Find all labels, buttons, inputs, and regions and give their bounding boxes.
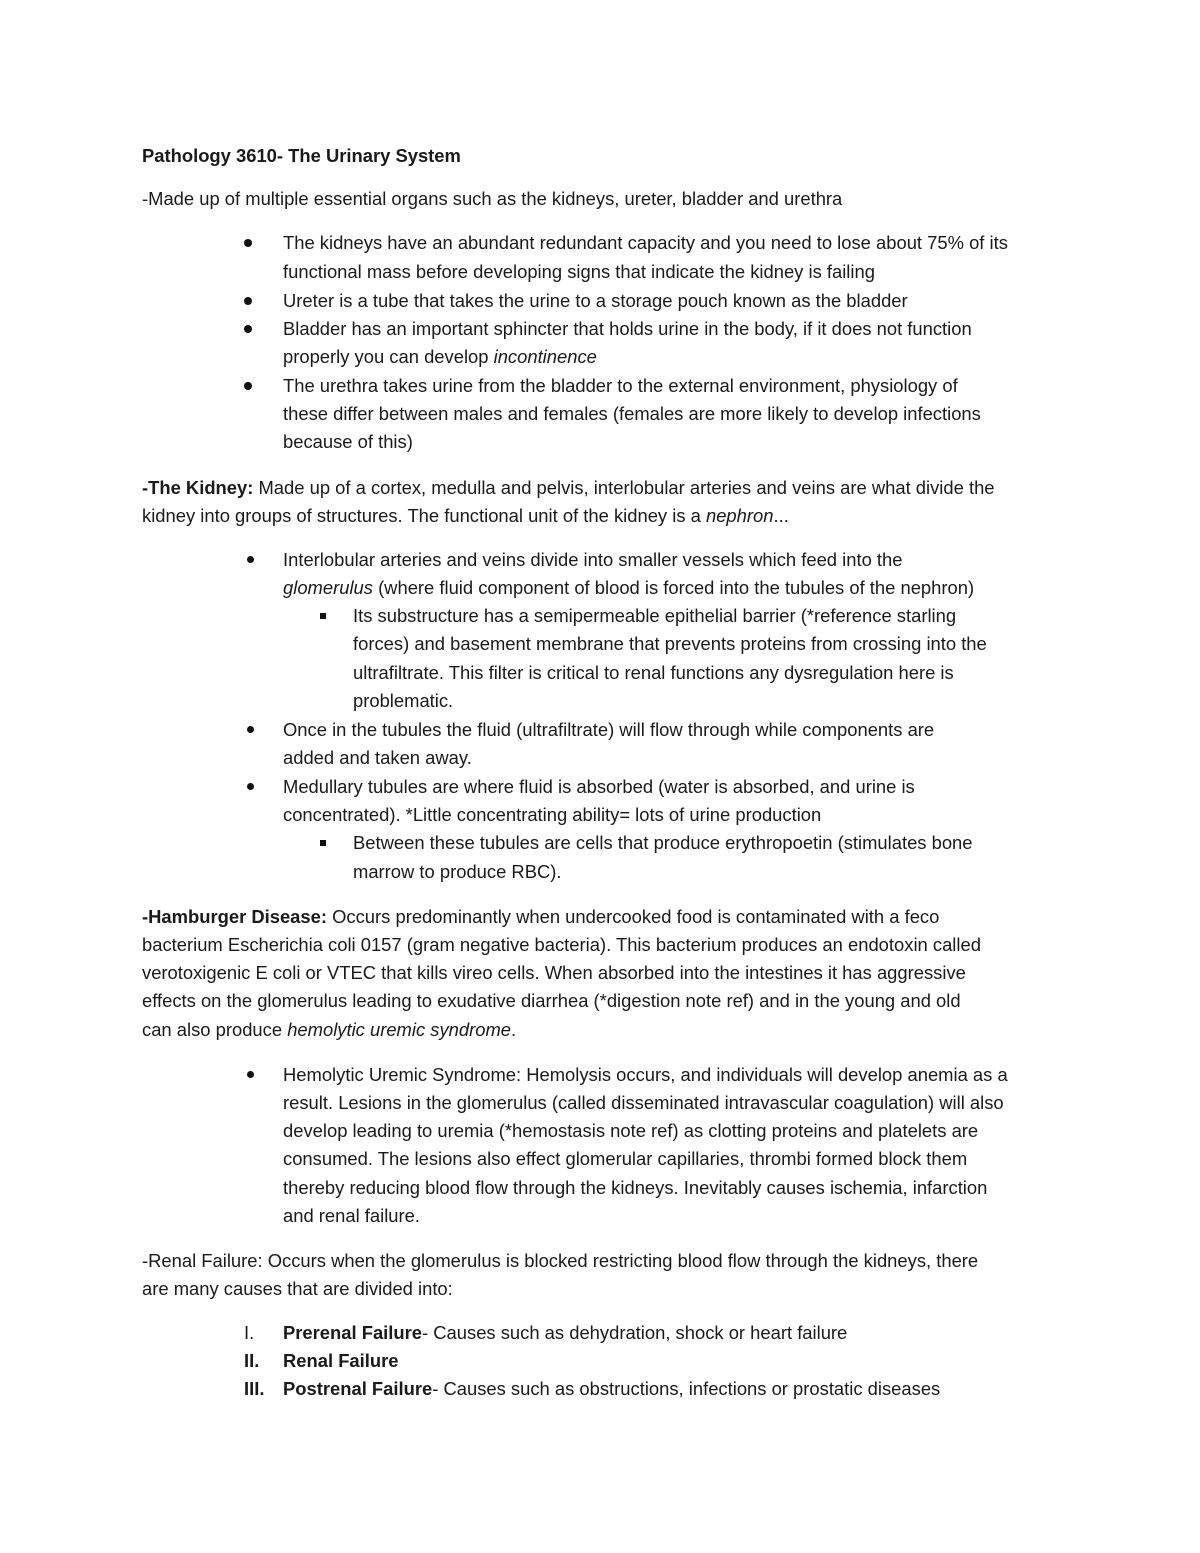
italic-term: nephron (705, 505, 774, 526)
list-item: Hemolytic Uremic Syndrome: Hemolysis occurs, and individuals will develop anemia as a (283, 1064, 1008, 1085)
sub-list-item: ultrafiltrate. This filter is critical to renal functions any dysregulation here is (353, 662, 954, 683)
square-bullet-icon (320, 840, 326, 846)
sub-list-item: Between these tubules are cells that produce erythropoetin (stimulates bone (353, 832, 973, 853)
list-item: Interlobular arteries and veins divide into smaller vessels which feed into the (283, 549, 903, 570)
bullet-icon (244, 382, 252, 390)
kidney-paragraph: kidney into groups of structures. The functional unit of the kidney is a nephron... (142, 505, 789, 526)
renal-paragraph: -Renal Failure: Occurs when the glomerulus is blocked restricting blood flow through the kidneys, there (142, 1250, 979, 1271)
bullet-icon (247, 1071, 254, 1078)
section-label: -The Kidney: (142, 477, 254, 498)
intro-paragraph: -Made up of multiple essential organs such as the kidneys, ureter, bladder and urethra (142, 188, 843, 209)
section-label: -Hamburger Disease: (142, 906, 327, 927)
bullet-icon (247, 726, 254, 733)
hamburger-paragraph: bacterium Escherichia coli 0157 (gram negative bacteria). This bacterium produces an endotoxin called (142, 934, 981, 955)
list-item: result. Lesions in the glomerulus (called disseminated intravascular coagulation) will also (283, 1092, 1004, 1113)
italic-term: glomerulus (283, 577, 373, 598)
bullet-icon (244, 325, 252, 333)
renal-paragraph: are many causes that are divided into: (142, 1278, 453, 1299)
sub-list-item: problematic. (353, 690, 454, 711)
italic-term: hemolytic uremic syndrome (287, 1019, 512, 1040)
square-bullet-icon (320, 613, 326, 619)
sub-list-item: Its substructure has a semipermeable epithelial barrier (*reference starling (353, 605, 957, 626)
list-item: The urethra takes urine from the bladder to the external environment, physiology of (283, 375, 958, 396)
list-item: functional mass before developing signs that indicate the kidney is failing (283, 261, 875, 282)
sub-list-item: forces) and basement membrane that prevents proteins from crossing into the (353, 633, 987, 654)
list-item: added and taken away. (283, 747, 472, 768)
kidney-paragraph: -The Kidney: Made up of a cortex, medulla and pelvis, interlobular arteries and veins are what divide the (142, 477, 995, 498)
list-item: Postrenal Failure- Causes such as obstructions, infections or prostatic diseases (283, 1378, 941, 1399)
bullet-icon (244, 239, 252, 247)
hamburger-paragraph: -Hamburger Disease: Occurs predominantly when undercooked food is contaminated with a feco (142, 906, 940, 927)
bullet-icon (244, 297, 252, 305)
list-item: consumed. The lesions also effect glomerular capillaries, thrombi formed block them (283, 1148, 968, 1169)
hamburger-paragraph: can also produce hemolytic uremic syndrome. (142, 1019, 517, 1040)
list-item: glomerulus (where fluid component of blood is forced into the tubules of the nephron) (283, 577, 975, 598)
cause-term: Prerenal Failure (283, 1322, 423, 1343)
list-item: Once in the tubules the fluid (ultrafiltrate) will flow through while components are (283, 719, 935, 740)
sub-list-item: marrow to produce RBC). (353, 861, 562, 882)
list-item: these differ between males and females (females are more likely to develop infections (283, 403, 981, 424)
bullet-icon (247, 556, 254, 563)
list-item: concentrated). *Little concentrating ability= lots of urine production (283, 804, 822, 825)
list-number: I. (244, 1322, 255, 1343)
list-number: II. (244, 1350, 260, 1371)
list-item: Bladder has an important sphincter that holds urine in the body, if it does not function (283, 318, 972, 339)
list-item: and renal failure. (283, 1205, 420, 1226)
list-item: because of this) (283, 431, 413, 452)
list-number: III. (244, 1378, 265, 1399)
list-item: Prerenal Failure- Causes such as dehydration, shock or heart failure (283, 1322, 848, 1343)
hamburger-paragraph: verotoxigenic E coli or VTEC that kills vireo cells. When absorbed into the intestines it has aggressive (142, 962, 966, 983)
list-item: Ureter is a tube that takes the urine to a storage pouch known as the bladder (283, 290, 908, 311)
italic-term: incontinence (493, 346, 597, 367)
cause-term: Renal Failure (283, 1350, 399, 1371)
list-item: develop leading to uremia (*hemostasis note ref) as clotting proteins and platelets are (283, 1120, 979, 1141)
hamburger-paragraph: effects on the glomerulus leading to exudative diarrhea (*digestion note ref) and in the young and old (142, 990, 961, 1011)
bullet-icon (247, 783, 254, 790)
list-item: thereby reducing blood flow through the kidneys. Inevitably causes ischemia, infarction (283, 1177, 988, 1198)
list-item (283, 1347, 399, 1375)
list-item: The kidneys have an abundant redundant capacity and you need to lose about 75% of its (283, 232, 1008, 253)
list-item: properly you can develop incontinence (283, 346, 597, 367)
cause-term: Postrenal Failure (283, 1378, 433, 1399)
list-item: Medullary tubules are where fluid is absorbed (water is absorbed, and urine is (283, 776, 915, 797)
page-title: Pathology 3610- The Urinary System (142, 145, 461, 166)
